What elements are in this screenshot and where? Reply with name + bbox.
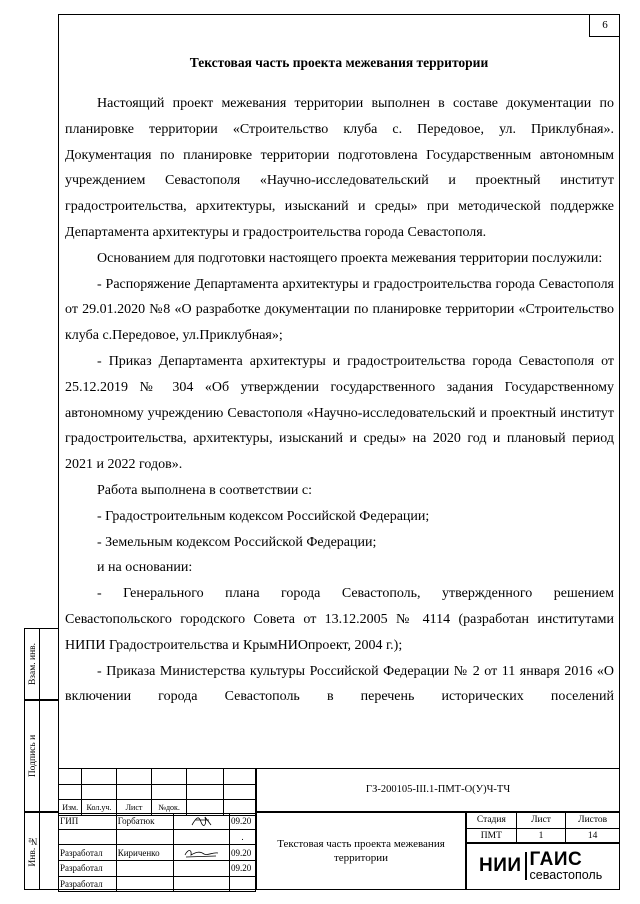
paragraph: Настоящий проект межевания территории выполнен в составе документации по планировке территории «Строительство клуба с. Передовое, ул. Приклубная». Документация по планировке территории подготовлена Государственным автономным учреждением Севастополя «Научно-исследовательский и проектный институт градостроительства, архитектуры, изысканий и среды» при методической поддержке Департамента архитектуры и градостроительства города Севастополя. — [65, 96, 614, 240]
body-text — [65, 91, 614, 710]
stamp-row — [59, 876, 256, 892]
signature-icon — [182, 846, 222, 860]
paragraph: - Генерального плана города Севастополь, утвержденного решением Севастопольского городского Совета от 13.12.2005 № 4114 (разработан институтами НИПИ Градостроительства и КрымНИОпроект, 2004 г.); — [65, 586, 614, 653]
stamp-header-list: Лист — [116, 800, 152, 816]
stage-value: ПМТ — [467, 828, 517, 844]
paragraph: - Приказа Министерства культуры Российской Федерации № 2 от 11 января 2016 «О включении города Севастополь в перечень исторических поселений — [65, 663, 614, 705]
stamp-row — [59, 861, 256, 877]
document-name: Текстовая часть проекта межевания территории — [256, 812, 466, 890]
sheet-number: 6 — [589, 14, 620, 37]
logo-divider — [525, 852, 527, 880]
side-box-vzam-inv — [24, 628, 58, 700]
paragraph: - Приказ Департамента архитектуры и градостроительства города Севастополя от 25.12.2019 № 304 «Об утверждении государственного задания Государственному автономному учреждению Севастополя «Научно-исследовательский и проектный институт градостроительства, архитектуры, изысканий и среды» на 2020 год и плановый период 2021 и 2022 годов». — [65, 353, 614, 473]
stamp-date: . — [230, 829, 256, 845]
side-box-inv-no — [24, 812, 58, 890]
sheets-value: 14 — [566, 828, 620, 844]
side-box-podpis — [24, 700, 58, 812]
document-code: ГЗ-200105-III.1-ПМТ-О(У)Ч-ТЧ — [256, 768, 620, 812]
stamp-role: Разработал — [59, 876, 117, 892]
company-logo — [466, 842, 620, 890]
sheets-header: Листов — [566, 813, 620, 829]
side-label-podpis: Подпись и — [28, 734, 38, 778]
logo-nii: НИИ — [479, 855, 522, 876]
stamp-signatures — [58, 813, 256, 892]
signature-icon — [189, 814, 215, 828]
signature — [174, 845, 230, 861]
paragraph: и на основании: — [97, 560, 193, 576]
logo-gais: ГАИС — [529, 848, 583, 870]
stamp-row — [59, 814, 256, 830]
stamp-date: 09.20 — [230, 861, 256, 877]
stamp-role: Разработал — [59, 845, 117, 861]
sheet-header: Лист — [516, 813, 566, 829]
stamp-role: ГИП — [59, 814, 117, 830]
page-frame — [58, 14, 620, 890]
stamp-table — [58, 768, 256, 816]
stamp-date: 09.20 — [230, 845, 256, 861]
stamp-header-kolvo: Кол.уч. — [82, 800, 116, 816]
stamp-role: Разработал — [59, 861, 117, 877]
paragraph: Основанием для подготовки настоящего проекта межевания территории послужили: — [97, 250, 603, 266]
stamp-header-izm: Изм. — [59, 800, 82, 816]
side-label-inv-no: Инв. № — [28, 835, 38, 867]
stamp-date: 09.20 — [230, 814, 256, 830]
side-label-vzam-inv: Взам. инв. — [28, 642, 38, 686]
logo-city: севастополь — [529, 867, 603, 882]
stamp-person: Кириченко — [116, 845, 174, 861]
stamp-header-ndok: №док. — [152, 800, 187, 816]
stamp-person: Горбатюк — [116, 814, 174, 830]
paragraph: - Земельным кодексом Российской Федерации; — [97, 534, 377, 550]
stage-header: Стадия — [467, 813, 517, 829]
paragraph: - Распоряжение Департамента архитектуры и градостроительства города Севастополя от 29.01.2020 №8 «О разработке документации по планировке территории «Строительство клуба с.Передовое, ул.Приклубная»; — [65, 276, 614, 344]
stage-table — [466, 812, 620, 844]
signature — [174, 814, 230, 830]
stamp-row — [59, 829, 256, 845]
sheet-value: 1 — [516, 828, 566, 844]
paragraph: - Градостроительным кодексом Российской Федерации; — [97, 508, 430, 524]
document-title: Текстовая часть проекта межевания территории — [189, 55, 489, 70]
stamp-row — [59, 845, 256, 861]
paragraph: Работа выполнена в соответствии с: — [97, 482, 312, 498]
